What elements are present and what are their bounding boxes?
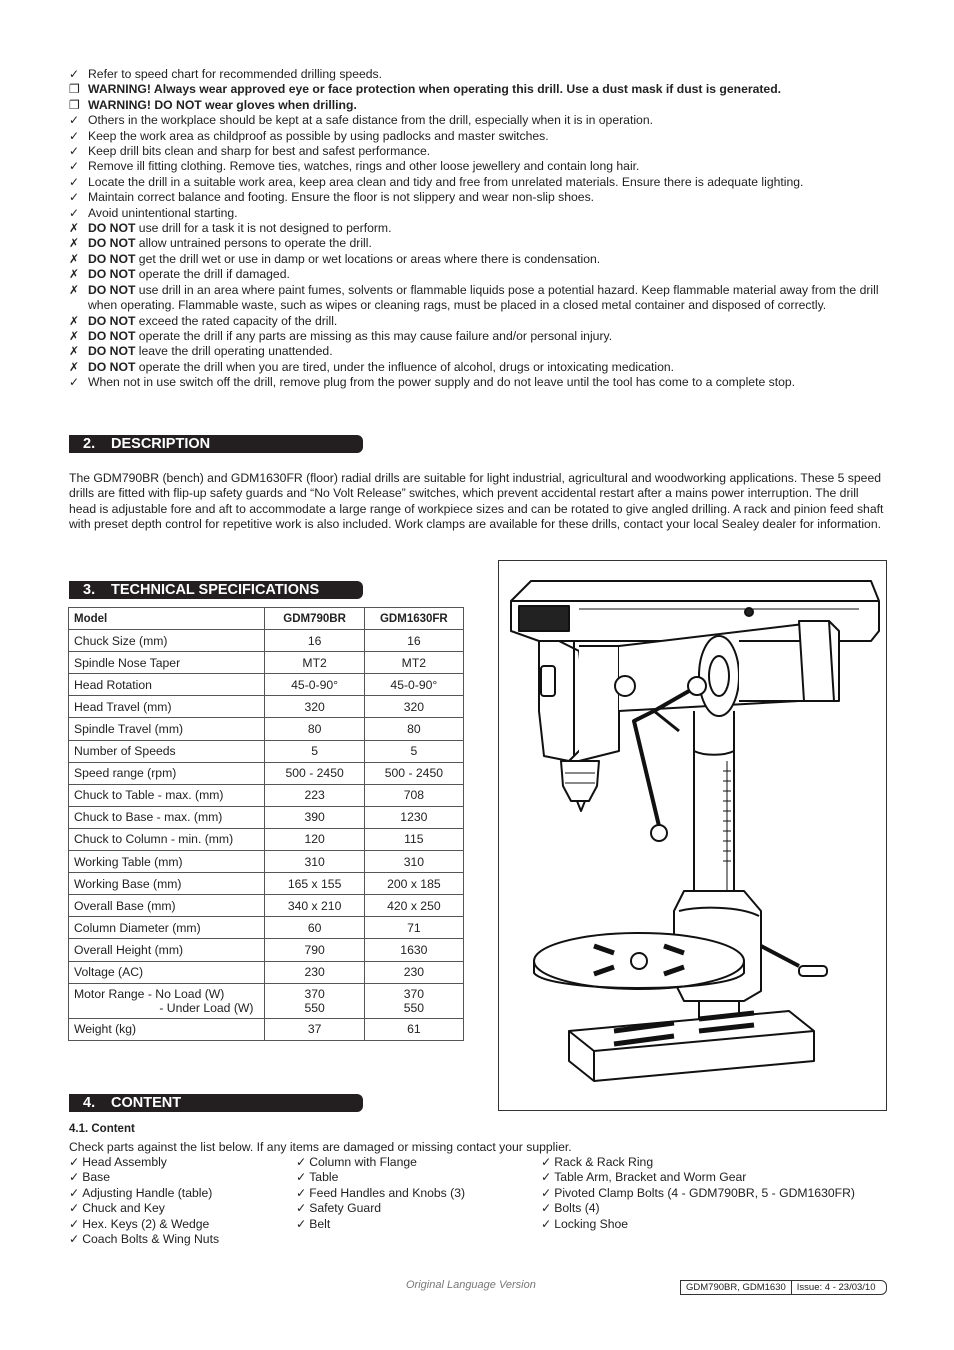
safety-item	[69, 236, 889, 251]
spec-label: Head Travel (mm)	[69, 696, 265, 718]
safety-item	[69, 283, 889, 314]
safety-item-text	[88, 144, 430, 159]
safety-item	[69, 314, 889, 329]
content-item	[541, 1186, 855, 1201]
safety-item	[69, 159, 889, 174]
section-header-specs: 3. TECHNICAL SPECIFICATIONS	[69, 581, 363, 599]
safety-item	[69, 267, 889, 282]
spec-row	[69, 917, 464, 939]
safety-item-body: use drill for a task it is not designed to perform.	[135, 221, 392, 236]
spec-value-gdm1630fr: 708	[364, 784, 463, 806]
check-icon: ✓	[296, 1201, 307, 1216]
safety-item-body: get the drill wet or use in damp or wet locations or areas where there is condensation.	[135, 251, 601, 266]
drill-illustration	[498, 560, 887, 1111]
safety-item	[69, 175, 889, 190]
content-item-label: Head Assembly	[82, 1155, 167, 1169]
motor-label-no-load: Motor Range - No Load (W)	[74, 986, 225, 1001]
checkbox-icon: ❐	[69, 97, 80, 112]
spec-value-gdm790br: 223	[265, 784, 364, 806]
safety-item-body: Keep drill bits clean and sharp for best and safest performance.	[88, 144, 431, 159]
footer-model: GDM790BR, GDM1630	[686, 1282, 786, 1293]
spec-row	[69, 652, 464, 674]
spec-value-gdm1630fr: 1630	[364, 939, 463, 961]
safety-item	[69, 252, 889, 267]
spec-header-row	[69, 608, 464, 630]
spec-row	[69, 828, 464, 850]
section-header-description: 2. DESCRIPTION	[69, 435, 363, 453]
safety-item	[69, 113, 889, 128]
spec-value-gdm1630fr: 16	[364, 630, 463, 652]
safety-item-body: Others in the workplace should be kept at a safe distance from the drill, especially when it is in operation.	[88, 113, 653, 128]
spec-label: Number of Speeds	[69, 740, 265, 762]
checkbox-icon: ❐	[69, 82, 80, 97]
content-item-label: Hex. Keys (2) & Wedge	[82, 1216, 210, 1231]
check-icon: ✓	[69, 128, 80, 143]
check-icon: ✓	[69, 1216, 80, 1231]
check-icon: ✓	[69, 205, 80, 220]
safety-item-body: allow untrained persons to operate the drill.	[135, 236, 372, 251]
check-icon: ✓	[69, 190, 80, 205]
content-intro: Check parts against the list below. If any items are damaged or missing contact your supplier.	[69, 1140, 572, 1154]
safety-item-body: Refer to speed chart for recommended drilling speeds.	[88, 67, 383, 81]
content-item	[296, 1186, 465, 1201]
content-item-label: Feed Handles and Knobs (3)	[309, 1185, 466, 1200]
spec-label: Overall Height (mm)	[69, 939, 265, 961]
spec-value-gdm790br: 340 x 210	[265, 895, 364, 917]
safety-item-bold: DO NOT	[88, 359, 136, 374]
content-item	[69, 1186, 219, 1201]
content-column-1	[69, 1155, 219, 1247]
check-icon: ✓	[541, 1201, 552, 1216]
spec-value-gdm1630fr: 80	[364, 718, 463, 740]
content-item-label: Column with Flange	[309, 1155, 417, 1169]
safety-item	[69, 129, 889, 144]
safety-item	[69, 375, 889, 390]
spec-row	[69, 696, 464, 718]
content-item-label: Rack & Rack Ring	[554, 1155, 654, 1169]
safety-item-body: operate the drill when you are tired, under the influence of alcohol, drugs or intoxicating medication.	[135, 359, 675, 374]
safety-item-body: leave the drill operating unattended.	[135, 344, 333, 359]
cross-icon: ✗	[69, 344, 80, 359]
spec-row	[69, 674, 464, 696]
content-item-label: Safety Guard	[309, 1201, 382, 1216]
spec-value-gdm790br: 310	[265, 851, 364, 873]
cross-icon: ✗	[69, 328, 80, 343]
content-item-label: Table Arm, Bracket and Worm Gear	[554, 1170, 747, 1185]
safety-item	[69, 344, 889, 359]
safety-item-body: Keep the work area as childproof as possible by using padlocks and master switches.	[88, 128, 549, 143]
spec-value-gdm1630fr: MT2	[364, 652, 463, 674]
spec-value-gdm1630fr: 5	[364, 740, 463, 762]
cross-icon: ✗	[69, 221, 80, 236]
spec-label: Speed range (rpm)	[69, 762, 265, 784]
footer-language-note: Original Language Version	[406, 1279, 536, 1291]
safety-item-text	[88, 360, 674, 375]
spec-label: Voltage (AC)	[69, 961, 265, 983]
spec-value-gdm1630fr: 230	[364, 961, 463, 983]
content-item-label: Adjusting Handle (table)	[82, 1185, 213, 1200]
check-icon: ✓	[69, 113, 80, 128]
safety-item-text	[88, 236, 372, 251]
motor-no-load-value: 370	[304, 986, 325, 1001]
safety-item-bold: WARNING! Always wear approved eye or face protection when operating this drill. Use a dust mask if dust is generated.	[88, 82, 782, 97]
check-icon: ✓	[296, 1185, 307, 1200]
spec-value-gdm790br: 16	[265, 630, 364, 652]
safety-item-text	[88, 344, 333, 359]
spec-value-gdm790br: 500 - 2450	[265, 762, 364, 784]
content-item-label: Coach Bolts & Wing Nuts	[82, 1232, 220, 1247]
spec-row	[69, 740, 464, 762]
motor-under-load-value: 550	[304, 1000, 325, 1015]
spec-value-gdm1630fr: 1230	[364, 806, 463, 828]
safety-item-text	[88, 267, 290, 282]
content-item	[541, 1170, 855, 1185]
content-item-label: Belt	[309, 1216, 331, 1231]
motor-label-under-load: - Under Load (W)	[159, 1000, 254, 1015]
safety-item-text	[88, 252, 600, 267]
spec-header-gdm790br: GDM790BR	[265, 608, 364, 630]
check-icon: ✓	[69, 375, 80, 390]
footer-issue: Issue: 4 - 23/03/10	[791, 1281, 876, 1294]
spec-label: Weight (kg)	[69, 1018, 265, 1040]
safety-item-text	[88, 221, 391, 236]
safety-item-text	[88, 206, 238, 221]
spec-value-gdm1630fr: 420 x 250	[364, 895, 463, 917]
content-item	[541, 1217, 855, 1232]
safety-item-bold: DO NOT	[88, 344, 136, 359]
safety-item-bold: DO NOT	[88, 236, 136, 251]
spec-value-gdm1630fr: 115	[364, 828, 463, 850]
spec-value-gdm1630fr: 71	[364, 917, 463, 939]
content-item	[296, 1170, 465, 1185]
spec-label: Chuck Size (mm)	[69, 630, 265, 652]
spec-label-motor	[69, 983, 265, 1018]
content-item-label: Pivoted Clamp Bolts (4 - GDM790BR, 5 - GDM1630FR)	[554, 1185, 855, 1200]
safety-item-body: use drill in an area where paint fumes, solvents or flammable liquids pose a potential hazard. Keep flammable material away from the drill when operating. Flammable waste, such as wipes or cleaning rags, must be placed in a closed metal container and disposed of correctly.	[88, 282, 879, 313]
check-icon: ✓	[69, 1155, 80, 1169]
content-item-label: Locking Shoe	[554, 1216, 629, 1231]
motor-no-load-value: 370	[403, 986, 425, 1001]
footer-model-issue	[680, 1280, 887, 1295]
spec-label: Spindle Nose Taper	[69, 652, 265, 674]
spec-row	[69, 895, 464, 917]
description-text: The GDM790BR (bench) and GDM1630FR (floor) radial drills are suitable for light industrial, agricultural and woodworking applications. These 5 speed drills are fitted with flip-up safety guards and “No Volt Release” switches, which prevent accidental restart after a mains power interruption. The drill head is adjustable fore and aft to accommodate a large range of workpiece sizes and can be rotated to give angled drilling. A rack and pinion feed shaft with preset depth control for repetitive work is also included. Work clamps are available for these drills, contact your local Sealey dealer for information.	[69, 471, 884, 531]
safety-item-body: Remove ill fitting clothing. Remove ties, watches, rings and other loose jewellery and contain long hair.	[88, 159, 640, 174]
cross-icon: ✗	[69, 282, 80, 297]
content-item	[541, 1155, 855, 1170]
spec-row	[69, 718, 464, 740]
spec-value-gdm1630fr: 61	[364, 1018, 463, 1040]
spec-value-gdm790br: 37	[265, 1018, 364, 1040]
safety-item	[69, 329, 889, 344]
check-icon: ✓	[69, 1232, 80, 1247]
spec-value-gdm790br: MT2	[265, 652, 364, 674]
spec-row	[69, 806, 464, 828]
spec-value-gdm790br: 790	[265, 939, 364, 961]
safety-list	[69, 67, 889, 391]
safety-item-body: Avoid unintentional starting.	[88, 205, 238, 220]
spec-row-motor	[69, 983, 464, 1018]
check-icon: ✓	[69, 144, 80, 159]
safety-item-body: When not in use switch off the drill, remove plug from the power supply and do not leave until the tool has come to a complete stop.	[88, 375, 796, 390]
safety-item-text	[88, 67, 382, 82]
content-item	[69, 1217, 219, 1232]
spec-value-gdm1630fr: 320	[364, 696, 463, 718]
spec-value-gdm1630fr: 310	[364, 851, 463, 873]
spec-row	[69, 961, 464, 983]
safety-item-text	[88, 113, 653, 128]
safety-item-text	[88, 314, 337, 329]
safety-item-body: Locate the drill in a suitable work area, keep area clean and tidy and free from unrelated materials. Ensure there is adequate lighting.	[88, 174, 804, 189]
check-icon: ✓	[69, 174, 80, 189]
spec-value-gdm790br: 60	[265, 917, 364, 939]
section-header-content: 4. CONTENT	[69, 1094, 363, 1112]
spec-label: Overall Base (mm)	[69, 895, 265, 917]
cross-icon: ✗	[69, 359, 80, 374]
safety-item-bold: DO NOT	[88, 282, 136, 297]
spec-row	[69, 939, 464, 961]
safety-item	[69, 206, 889, 221]
safety-item-body: operate the drill if any parts are missing as this may cause failure and/or personal injury.	[135, 328, 613, 343]
cross-icon: ✗	[69, 236, 80, 251]
spec-value-gdm1630fr: 500 - 2450	[364, 762, 463, 784]
spec-row	[69, 630, 464, 652]
spec-row	[69, 762, 464, 784]
spec-header-model: Model	[69, 608, 265, 630]
check-icon: ✓	[541, 1216, 552, 1231]
spec-value-gdm790br: 45-0-90°	[265, 674, 364, 696]
safety-item-text	[88, 283, 889, 314]
content-item-label: Chuck and Key	[82, 1201, 165, 1216]
spec-value-motor-gdm790br	[265, 983, 364, 1018]
spec-row	[69, 784, 464, 806]
spec-value-gdm790br: 120	[265, 828, 364, 850]
content-item-label: Table	[309, 1170, 339, 1185]
safety-item-text	[88, 375, 795, 390]
safety-item	[69, 190, 889, 205]
content-item	[541, 1201, 855, 1216]
safety-item-text	[88, 190, 594, 205]
safety-item-bold: WARNING! DO NOT wear gloves when drilling.	[88, 97, 357, 112]
spec-value-gdm790br: 80	[265, 718, 364, 740]
safety-item	[69, 82, 889, 97]
content-item	[69, 1170, 219, 1185]
safety-item-text	[88, 159, 639, 174]
check-icon: ✓	[69, 159, 80, 174]
safety-item-text	[88, 129, 549, 144]
cross-icon: ✗	[69, 251, 80, 266]
spec-label: Working Base (mm)	[69, 873, 265, 895]
content-item	[296, 1155, 465, 1170]
safety-item-bold: DO NOT	[88, 328, 136, 343]
content-subheading: 4.1. Content	[69, 1123, 135, 1135]
safety-item-body: exceed the rated capacity of the drill.	[135, 313, 338, 328]
content-item	[296, 1201, 465, 1216]
spec-label: Head Rotation	[69, 674, 265, 696]
spec-value-gdm1630fr: 200 x 185	[364, 873, 463, 895]
safety-item	[69, 360, 889, 375]
content-item	[69, 1155, 219, 1170]
safety-item-bold: DO NOT	[88, 251, 136, 266]
spec-value-gdm790br: 5	[265, 740, 364, 762]
content-item	[296, 1217, 465, 1232]
content-item-label: Bolts (4)	[554, 1201, 600, 1216]
spec-label: Working Table (mm)	[69, 851, 265, 873]
cross-icon: ✗	[69, 313, 80, 328]
safety-item-text	[88, 82, 781, 97]
content-item-label: Base	[82, 1170, 110, 1185]
safety-item-text	[88, 329, 612, 344]
spec-value-gdm790br: 165 x 155	[265, 873, 364, 895]
check-icon: ✓	[69, 67, 80, 81]
safety-item-bold: DO NOT	[88, 313, 136, 328]
safety-item-bold: DO NOT	[88, 221, 136, 236]
content-column-3	[541, 1155, 855, 1232]
spec-value-gdm1630fr: 45-0-90°	[364, 674, 463, 696]
spec-row	[69, 873, 464, 895]
content-item	[69, 1232, 219, 1247]
safety-item-body: operate the drill if damaged.	[135, 267, 290, 282]
spec-value-motor-gdm1630fr	[364, 983, 463, 1018]
pillar-drill-drawing	[499, 561, 886, 1110]
check-icon: ✓	[69, 1185, 80, 1200]
check-icon: ✓	[541, 1185, 552, 1200]
safety-item-text	[88, 98, 357, 113]
check-icon: ✓	[296, 1216, 307, 1231]
content-item	[69, 1201, 219, 1216]
safety-item-body: Maintain correct balance and footing. Ensure the floor is not slippery and wear non-slip shoes.	[88, 190, 595, 205]
spec-label: Chuck to Column - min. (mm)	[69, 828, 265, 850]
check-icon: ✓	[541, 1170, 552, 1185]
safety-item-bold: DO NOT	[88, 267, 136, 282]
check-icon: ✓	[296, 1170, 307, 1185]
spec-label: Chuck to Table - max. (mm)	[69, 784, 265, 806]
check-icon: ✓	[296, 1155, 307, 1169]
cross-icon: ✗	[69, 267, 80, 282]
motor-under-load-value: 550	[403, 1000, 425, 1015]
spec-label: Spindle Travel (mm)	[69, 718, 265, 740]
spec-label: Column Diameter (mm)	[69, 917, 265, 939]
check-icon: ✓	[541, 1155, 552, 1169]
safety-item	[69, 221, 889, 236]
spec-label: Chuck to Base - max. (mm)	[69, 806, 265, 828]
spec-row-weight	[69, 1018, 464, 1040]
safety-item	[69, 67, 889, 82]
check-icon: ✓	[69, 1201, 80, 1216]
spec-value-gdm790br: 390	[265, 806, 364, 828]
spec-header-gdm1630fr: GDM1630FR	[364, 608, 463, 630]
spec-row	[69, 851, 464, 873]
spec-value-gdm790br: 320	[265, 696, 364, 718]
safety-item	[69, 98, 889, 113]
spec-value-gdm790br: 230	[265, 961, 364, 983]
safety-item	[69, 144, 889, 159]
safety-item-text	[88, 175, 803, 190]
check-icon: ✓	[69, 1170, 80, 1185]
spec-table	[68, 607, 464, 1041]
content-column-2	[296, 1155, 465, 1232]
